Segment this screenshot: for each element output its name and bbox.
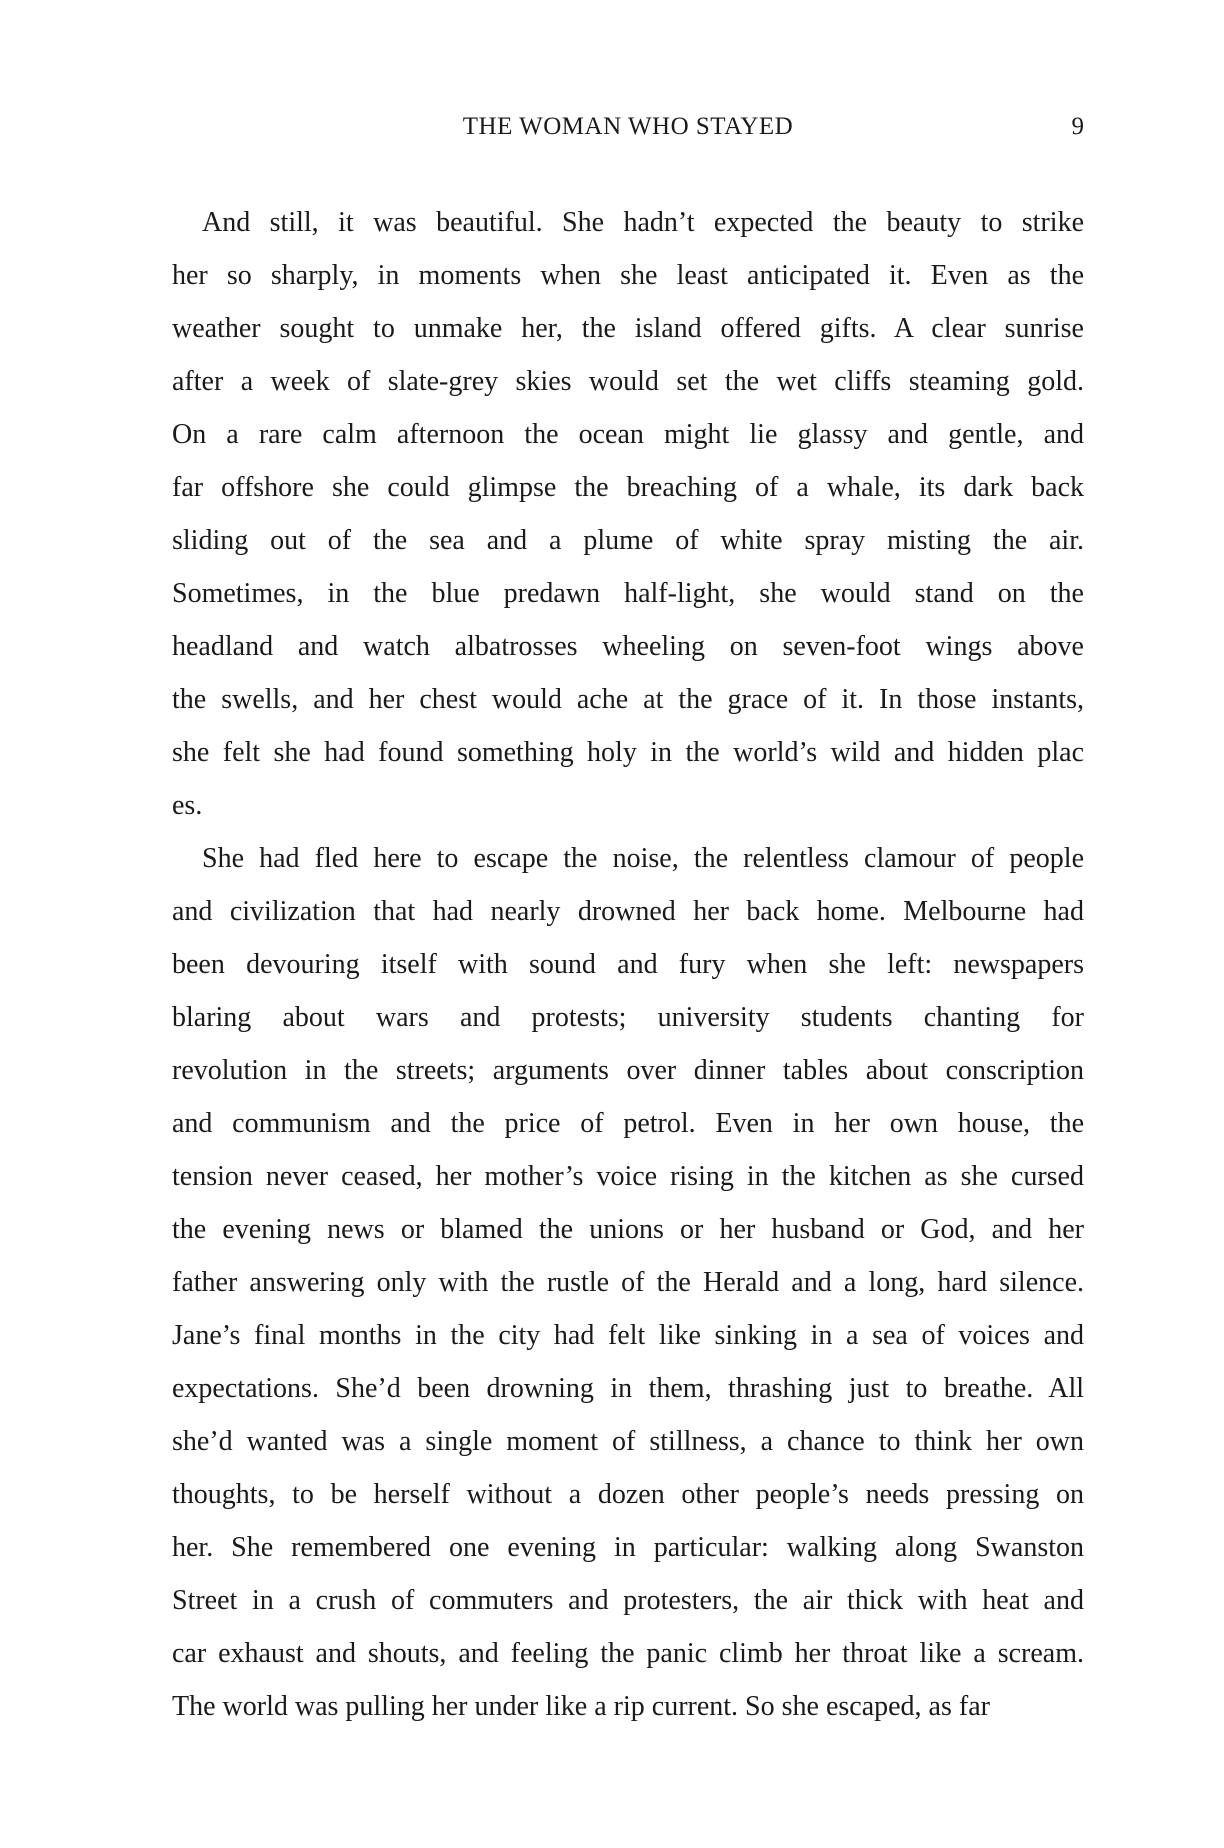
text-line: been devouring itself with sound and fury when she left: newspapers	[172, 949, 1084, 980]
text-line: Street in a crush of commuters and protesters, the air thick with heat and	[172, 1585, 1084, 1616]
text-line: The world was pulling her under like a rip current. So she escaped, as far	[172, 1691, 990, 1722]
text-line: she’d wanted was a single moment of stillness, a chance to think her own	[172, 1426, 1084, 1457]
text-line: On a rare calm afternoon the ocean might lie glassy and gentle, and	[172, 419, 1084, 450]
text-line: car exhaust and shouts, and feeling the panic climb her throat like a scream.	[172, 1638, 1084, 1669]
text-line: the evening news or blamed the unions or her husband or God, and her	[172, 1214, 1084, 1245]
text-line: she felt she had found something holy in the world’s wild and hidden plac	[172, 737, 1084, 768]
text-line: and civilization that had nearly drowned her back home. Melbourne had	[172, 896, 1084, 927]
text-line: and communism and the price of petrol. Even in her own house, the	[172, 1108, 1084, 1139]
text-line: thoughts, to be herself without a dozen other people’s needs pressing on	[172, 1479, 1084, 1510]
page-number: 9	[1071, 113, 1084, 140]
text-line: far offshore she could glimpse the breaching of a whale, its dark back	[172, 472, 1084, 503]
text-line: expectations. She’d been drowning in them, thrashing just to breathe. All	[172, 1373, 1084, 1404]
paragraph	[172, 196, 1084, 832]
text-line: es.	[172, 790, 203, 821]
text-line: weather sought to unmake her, the island offered gifts. A clear sunrise	[172, 313, 1084, 344]
text-line: after a week of slate-grey skies would set the wet cliffs steaming gold.	[172, 366, 1084, 397]
text-line: her so sharply, in moments when she least anticipated it. Even as the	[172, 260, 1084, 291]
text-line: headland and watch albatrosses wheeling on seven-foot wings above	[172, 631, 1084, 662]
text-line: And still, it was beautiful. She hadn’t expected the beauty to strike	[202, 207, 1084, 238]
text-line: her. She remembered one evening in particular: walking along Swanston	[172, 1532, 1084, 1563]
text-line: Sometimes, in the blue predawn half-light, she would stand on the	[172, 578, 1084, 609]
paragraph	[172, 832, 1084, 1733]
text-line: sliding out of the sea and a plume of white spray misting the air.	[172, 525, 1084, 556]
text-line: Jane’s final months in the city had felt like sinking in a sea of voices and	[172, 1320, 1084, 1351]
body-text	[172, 196, 1084, 1733]
text-line: blaring about wars and protests; university students chanting for	[172, 1002, 1084, 1033]
text-line: She had fled here to escape the noise, the relentless clamour of people	[202, 843, 1084, 874]
text-line: revolution in the streets; arguments over dinner tables about conscription	[172, 1055, 1084, 1086]
text-line: the swells, and her chest would ache at the grace of it. In those instants,	[172, 684, 1084, 715]
running-head	[172, 112, 1084, 142]
text-line: father answering only with the rustle of the Herald and a long, hard silence.	[172, 1267, 1084, 1298]
text-line: tension never ceased, her mother’s voice rising in the kitchen as she cursed	[172, 1161, 1084, 1192]
running-title: THE WOMAN WHO STAYED	[462, 113, 794, 140]
